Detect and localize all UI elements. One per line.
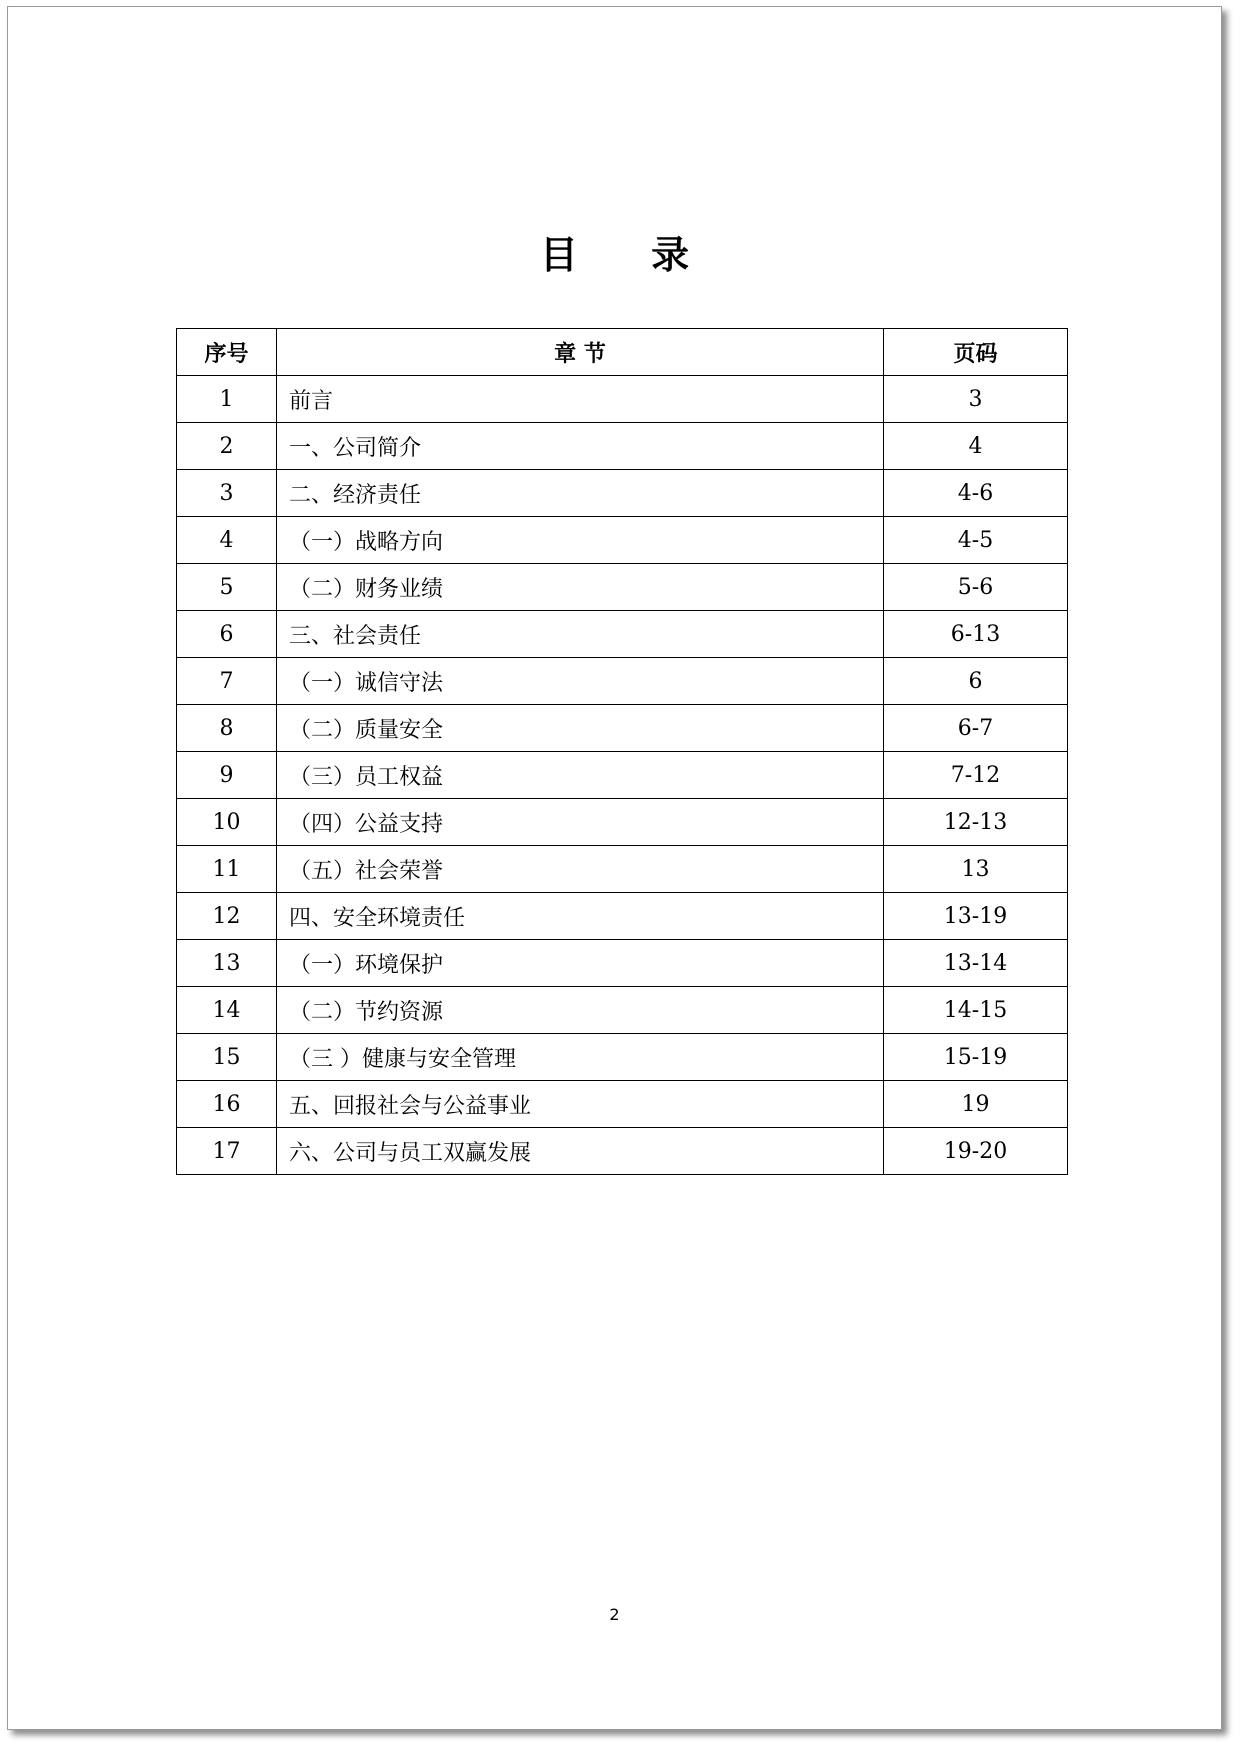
row-number: 9 bbox=[177, 752, 277, 799]
row-page: 19-20 bbox=[884, 1128, 1068, 1175]
row-number: 12 bbox=[177, 893, 277, 940]
row-chapter: 四、安全环境责任 bbox=[277, 893, 884, 940]
header-number: 序号 bbox=[177, 329, 277, 376]
table-row bbox=[177, 987, 1068, 1034]
row-page: 13 bbox=[884, 846, 1068, 893]
row-number: 16 bbox=[177, 1081, 277, 1128]
row-number: 17 bbox=[177, 1128, 277, 1175]
page-title: 目 录 bbox=[539, 233, 720, 277]
row-chapter: 三、社会责任 bbox=[277, 611, 884, 658]
table-row bbox=[177, 564, 1068, 611]
table-row bbox=[177, 705, 1068, 752]
row-chapter: 二、经济责任 bbox=[277, 470, 884, 517]
row-chapter: （一）环境保护 bbox=[277, 940, 884, 987]
page-number: 2 bbox=[609, 1605, 620, 1624]
table-row bbox=[177, 1081, 1068, 1128]
row-number: 2 bbox=[177, 423, 277, 470]
row-chapter: （一）战略方向 bbox=[277, 517, 884, 564]
table-row bbox=[177, 940, 1068, 987]
row-page: 12-13 bbox=[884, 799, 1068, 846]
table-row bbox=[177, 752, 1068, 799]
row-page: 7-12 bbox=[884, 752, 1068, 799]
row-number: 11 bbox=[177, 846, 277, 893]
row-chapter: （三）员工权益 bbox=[277, 752, 884, 799]
row-chapter: （二）节约资源 bbox=[277, 987, 884, 1034]
row-chapter: （四）公益支持 bbox=[277, 799, 884, 846]
row-page: 4-6 bbox=[884, 470, 1068, 517]
table-row bbox=[177, 1034, 1068, 1081]
row-number: 4 bbox=[177, 517, 277, 564]
row-number: 8 bbox=[177, 705, 277, 752]
row-number: 5 bbox=[177, 564, 277, 611]
row-chapter: 六、公司与员工双赢发展 bbox=[277, 1128, 884, 1175]
row-chapter: （三 ）健康与安全管理 bbox=[277, 1034, 884, 1081]
table-row bbox=[177, 799, 1068, 846]
row-chapter: （五）社会荣誉 bbox=[277, 846, 884, 893]
row-number: 14 bbox=[177, 987, 277, 1034]
row-page: 19 bbox=[884, 1081, 1068, 1128]
header-chapter: 章 节 bbox=[277, 329, 884, 376]
document-page bbox=[7, 6, 1222, 1730]
table-row bbox=[177, 846, 1068, 893]
row-number: 15 bbox=[177, 1034, 277, 1081]
row-number: 13 bbox=[177, 940, 277, 987]
table-row bbox=[177, 893, 1068, 940]
row-page: 4-5 bbox=[884, 517, 1068, 564]
header-page: 页码 bbox=[884, 329, 1068, 376]
row-page: 3 bbox=[884, 376, 1068, 423]
table-row bbox=[177, 423, 1068, 470]
table-row bbox=[177, 517, 1068, 564]
row-page: 6 bbox=[884, 658, 1068, 705]
table-header-row bbox=[177, 329, 1068, 376]
table-row bbox=[177, 376, 1068, 423]
row-chapter: （二）财务业绩 bbox=[277, 564, 884, 611]
table-row bbox=[177, 470, 1068, 517]
row-number: 10 bbox=[177, 799, 277, 846]
table-row bbox=[177, 1128, 1068, 1175]
row-page: 14-15 bbox=[884, 987, 1068, 1034]
row-chapter: （二）质量安全 bbox=[277, 705, 884, 752]
row-number: 1 bbox=[177, 376, 277, 423]
row-number: 7 bbox=[177, 658, 277, 705]
row-page: 6-7 bbox=[884, 705, 1068, 752]
row-page: 4 bbox=[884, 423, 1068, 470]
row-number: 6 bbox=[177, 611, 277, 658]
table-of-contents bbox=[176, 328, 1068, 1175]
row-chapter: 一、公司简介 bbox=[277, 423, 884, 470]
row-page: 13-14 bbox=[884, 940, 1068, 987]
row-chapter: 前言 bbox=[277, 376, 884, 423]
row-chapter: 五、回报社会与公益事业 bbox=[277, 1081, 884, 1128]
row-page: 15-19 bbox=[884, 1034, 1068, 1081]
row-number: 3 bbox=[177, 470, 277, 517]
row-page: 5-6 bbox=[884, 564, 1068, 611]
row-page: 13-19 bbox=[884, 893, 1068, 940]
row-page: 6-13 bbox=[884, 611, 1068, 658]
table-row bbox=[177, 658, 1068, 705]
table-row bbox=[177, 611, 1068, 658]
row-chapter: （一）诚信守法 bbox=[277, 658, 884, 705]
